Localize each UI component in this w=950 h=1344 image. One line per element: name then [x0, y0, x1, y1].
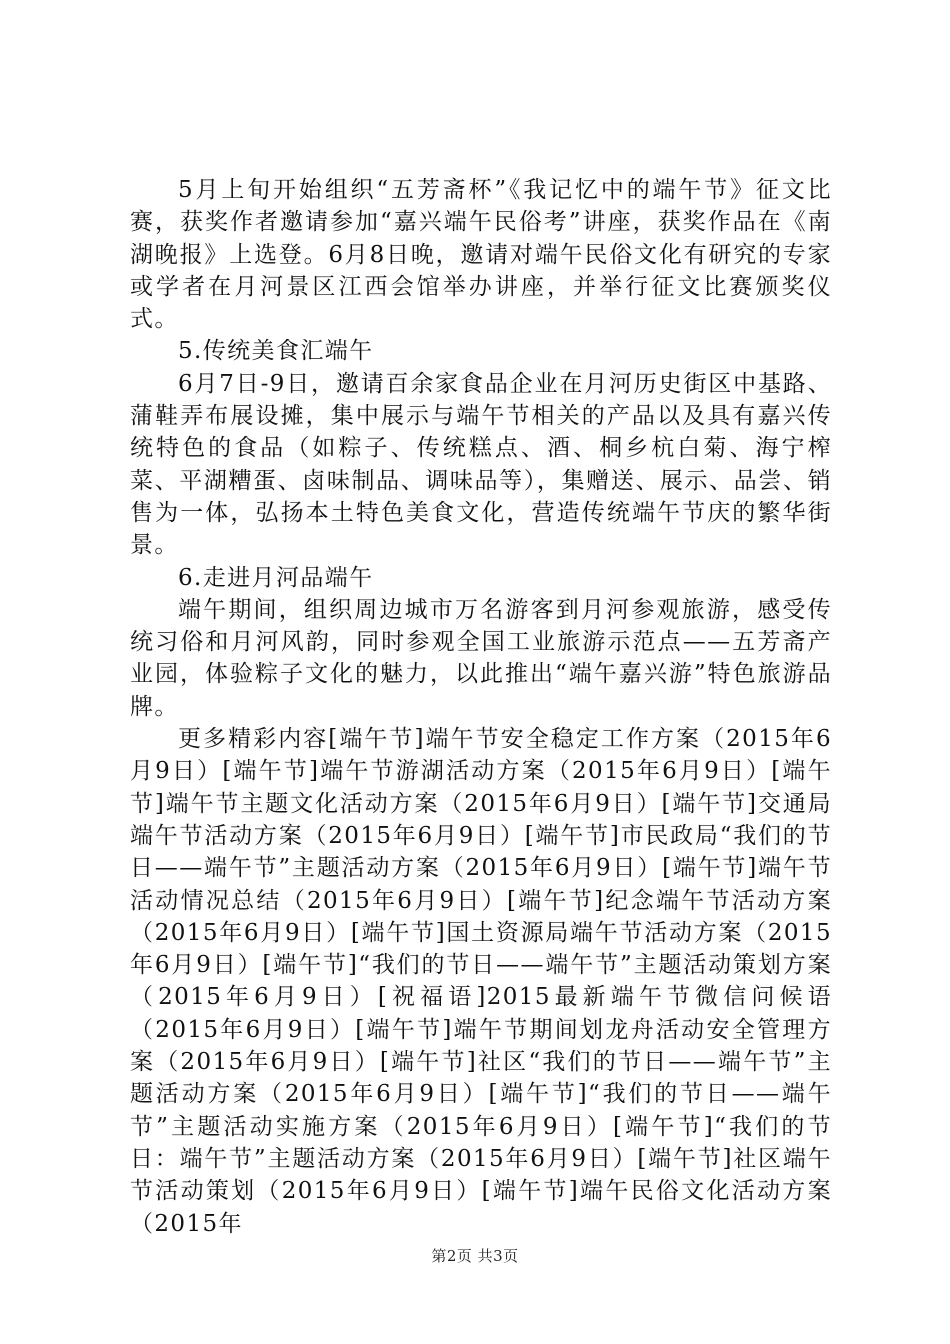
paragraph-food-fair: 6月7日-9日，邀请百余家食品企业在月河历史街区中基路、蒲鞋弄布展设摊，集中展示与端午节相关的产品以及具有嘉兴传统特色的食品（如粽子、传统糕点、酒、桐乡杭白菊、海宁榨菜、平湖糟蛋、卤味制品、调味品等），集赠送、展示、品尝、销售为一体，弘扬本土特色美食文化，营造传统端午节庆的繁华街景。: [130, 370, 832, 559]
page-number-footer: 第2页 共3页: [431, 1247, 519, 1265]
paragraph-more-content: 更多精彩内容[端午节]端午节安全稳定工作方案（2015年6月9日）[端午节]端午节游湖活动方案（2015年6月9日）[端午节]端午节主题文化活动方案（2015年6月9日）[端午节]交通局端午节活动方案（2015年6月9日）[端午节]市民政局“我们的节日——端午节”主题活动方案（2015年6月9日）[端午节]端午节活动情况总结（2015年6月9日）[端午节]纪念端午节活动方案（2015年6月9日）[端午节]国土资源局端午节活动方案（2015年6月9日）[端午节]“我们的节日——端午节”主题活动策划方案（2015年6月9日）[祝福语]2015最新端午节微信问候语（2015年6月9日）[端午节]端午节期间划龙舟活动安全管理方案（2015年6月9日）[端午节]社区“我们的节日——端午节”主题活动方案（2015年6月9日）[端午节]“我们的节日——端午节”主题活动实施方案（2015年6月9日）[端午节]“我们的节日：端午节”主题活动方案（2015年6月9日）[端午节]社区端午节活动策划（2015年6月9日）[端午节]端午民俗文化活动方案（2015年: [130, 726, 832, 1237]
section-heading-visit-yuehe: 6.走进月河品端午: [178, 564, 374, 591]
section-heading-traditional-food: 5.传统美食汇端午: [178, 338, 374, 365]
paragraph-essay-contest: 5月上旬开始组织“五芳斋杯”《我记忆中的端午节》征文比赛，获奖作者邀请参加“嘉兴端午民俗考”讲座，获奖作品在《南湖晚报》上选登。6月8日晚，邀请对端午民俗文化有研究的专家或学者在月河景区江西会馆举办讲座，并举行征文比赛颁奖仪式。: [130, 177, 832, 333]
paragraph-tourism: 端午期间，组织周边城市万名游客到月河参观旅游，感受传统习俗和月河风韵，同时参观全国工业旅游示范点——五芳斋产业园，体验粽子文化的魅力，以此推出“端午嘉兴游”特色旅游品牌。: [130, 596, 832, 720]
document-page: [130, 174, 832, 1240]
